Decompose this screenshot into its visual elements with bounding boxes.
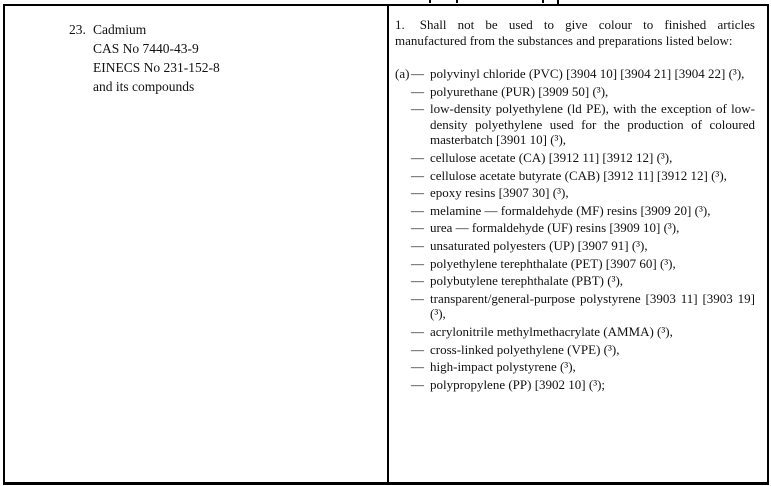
clipped-text-fragment bbox=[429, 0, 431, 3]
list-item-text: polyvinyl chloride (PVC) [3904 10] [3904 21] [3904 22] (³), bbox=[430, 66, 745, 81]
list-item-dash: — bbox=[411, 323, 424, 339]
list-item-dash: — bbox=[411, 149, 424, 165]
substance-entry bbox=[69, 20, 377, 96]
table-row-cadmium bbox=[3, 4, 769, 485]
list-item bbox=[395, 238, 755, 254]
clause-paragraph bbox=[395, 17, 755, 49]
list-group-label bbox=[395, 168, 411, 184]
list-group-label bbox=[395, 273, 411, 289]
list-item bbox=[395, 377, 755, 393]
list-item-text: acrylonitrile methylmethacrylate (AMMA) (³), bbox=[430, 323, 673, 339]
list-item-text: urea — formaldehyde (UF) resins [3909 10] (³), bbox=[430, 220, 680, 236]
list-item-dash: — bbox=[411, 376, 424, 392]
list-item-dash: — bbox=[411, 83, 424, 99]
compounds-note: and its compounds bbox=[93, 79, 195, 94]
list-item bbox=[395, 256, 755, 272]
list-group-label bbox=[395, 220, 411, 236]
einecs-number: EINECS No 231-152-8 bbox=[93, 60, 220, 75]
clipped-text-fragment bbox=[542, 0, 544, 3]
list-item-text: transparent/general-purpose polystyrene [3903 11] [3903 19] (³), bbox=[430, 290, 755, 322]
list-group-label bbox=[395, 342, 411, 358]
list-item-text: melamine — formaldehyde (MF) resins [3909 20] (³), bbox=[430, 202, 711, 218]
list-group-label bbox=[395, 256, 411, 272]
list-item bbox=[395, 185, 755, 201]
list-group-label bbox=[395, 359, 411, 375]
list-group-label bbox=[395, 101, 411, 148]
list-item-dash: — bbox=[411, 359, 424, 375]
list-item-dash: — bbox=[411, 66, 424, 81]
list-item-text: low-density polyethylene (ld PE), with the exception of low-density polyethylene used for the production of coloured masterbatch [3901 10] (³), bbox=[430, 101, 755, 148]
list-item-text: polybutylene terephthalate (PBT) (³), bbox=[430, 273, 624, 289]
list-item bbox=[395, 342, 755, 358]
list-item bbox=[395, 150, 755, 166]
list-item bbox=[395, 168, 755, 184]
list-item bbox=[395, 359, 755, 375]
list-item-dash: — bbox=[411, 220, 424, 236]
list-item-dash: — bbox=[411, 185, 424, 201]
clause-number: 1. bbox=[395, 17, 405, 32]
list-group-label: (a) bbox=[395, 66, 410, 81]
clause-text: Shall not be used to give colour to finished articles manufactured from the substances and preparations listed below: bbox=[395, 17, 755, 48]
list-item-text: cellulose acetate butyrate (CAB) [3912 11] [3912 12] (³), bbox=[430, 167, 727, 183]
list-group-label bbox=[395, 377, 411, 393]
list-item-dash: — bbox=[411, 202, 424, 218]
list-item bbox=[395, 101, 755, 148]
list-group-label bbox=[395, 238, 411, 254]
substance-identifiers bbox=[93, 20, 220, 96]
list-group-label bbox=[395, 185, 411, 201]
list-item-text: polypropylene (PP) [3902 10] (³); bbox=[430, 376, 606, 392]
list-item bbox=[395, 273, 755, 289]
list-item-text: unsaturated polyesters (UP) [3907 91] (³), bbox=[430, 237, 648, 253]
substance-column bbox=[5, 6, 389, 482]
list-item-text: epoxy resins [3907 30] (³), bbox=[430, 185, 569, 201]
list-item-dash: — bbox=[411, 101, 424, 117]
cas-number: CAS No 7440-43-9 bbox=[93, 41, 199, 56]
list-group-label bbox=[395, 291, 411, 322]
list-item-text: polyurethane (PUR) [3909 50] (³), bbox=[430, 83, 609, 99]
list-item bbox=[395, 66, 755, 82]
list-item bbox=[395, 84, 755, 100]
list-group-label bbox=[395, 150, 411, 166]
list-item-dash: — bbox=[411, 237, 424, 253]
list-item-text: high-impact polystyrene (³), bbox=[430, 359, 576, 375]
restrictions-column bbox=[389, 6, 767, 482]
list-item-dash: — bbox=[411, 290, 424, 306]
list-group-label bbox=[395, 324, 411, 340]
substance-name: Cadmium bbox=[93, 22, 147, 37]
list-item bbox=[395, 220, 755, 236]
list-item-dash: — bbox=[411, 255, 424, 271]
list-item bbox=[395, 291, 755, 322]
list-group-label bbox=[395, 203, 411, 219]
list-item-dash: — bbox=[411, 167, 424, 183]
list-item-text: polyethylene terephthalate (PET) [3907 60] (³), bbox=[430, 255, 676, 271]
substance-list bbox=[395, 66, 755, 392]
list-item-text: cellulose acetate (CA) [3912 11] [3912 12] (³), bbox=[430, 149, 673, 165]
list-item-text: cross-linked polyethylene (VPE) (³), bbox=[430, 341, 620, 357]
clipped-text-fragment bbox=[456, 0, 458, 3]
list-item-dash: — bbox=[411, 273, 424, 289]
list-group-label bbox=[395, 84, 411, 100]
entry-number: 23. bbox=[69, 22, 86, 37]
list-item-dash: — bbox=[411, 341, 424, 357]
list-item bbox=[395, 324, 755, 340]
list-item bbox=[395, 203, 755, 219]
